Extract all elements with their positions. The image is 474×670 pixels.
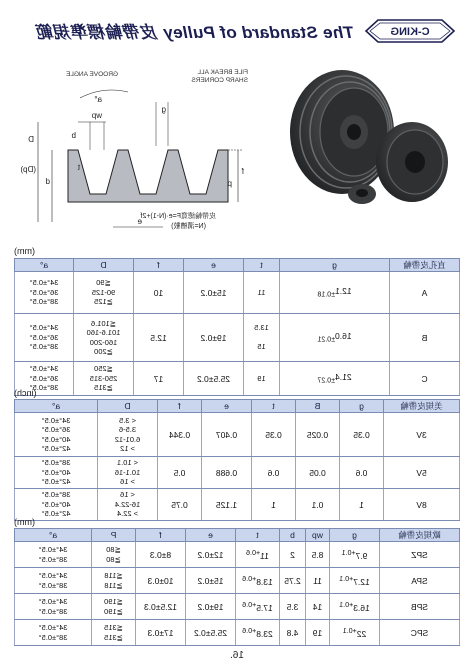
d-cell: < 16 16-22.4 > 22.4 — [98, 489, 158, 521]
col-header: t — [236, 529, 280, 542]
angle-cell: 38°±0.5° 40°±0.5° 42°±0.5° — [15, 489, 98, 521]
col-header: t — [252, 400, 296, 413]
e-cell: 12±0.2 — [186, 542, 236, 568]
d-cell: ≦90 90-125 ≧125 — [74, 272, 134, 314]
g-cell: $9.7^{+0.1}$ — [330, 542, 380, 568]
t-cell: $17.5^{+0.6}$ — [236, 594, 280, 620]
label-b: b — [71, 131, 76, 140]
wp-cell: 19 — [306, 620, 330, 646]
wp-cell: 14 — [306, 594, 330, 620]
label-Dp: (Dp) — [20, 165, 36, 174]
formula-note: (N=溝槽數) — [171, 223, 206, 230]
angle-cell: 34°±0.5° 38°±0.5° — [15, 568, 92, 594]
wp-cell: 11 — [306, 568, 330, 594]
col-header: f — [136, 529, 186, 542]
page-title: The Standard of Pulley 皮帶輪標準規範 — [37, 23, 354, 42]
e-cell: 0.688 — [202, 457, 252, 489]
g-cell: $16.0_{\pm 0.21}$ — [280, 314, 390, 362]
table2-unit: (inch) — [14, 388, 37, 398]
type-cell: C — [390, 362, 460, 396]
g-cell: 0.35 — [340, 413, 384, 457]
col-header: 歐規皮帶輪 — [380, 529, 460, 542]
angle-cell: 34°±0.5° 36°±0.5° 38°±0.5° — [15, 362, 74, 396]
t-cell: $23.8^{+0.6}$ — [236, 620, 280, 646]
d-cell: ≦101.6 101.6-160 160-200 ≧200 — [74, 314, 134, 362]
brand-text: C-KING — [390, 26, 430, 38]
e-cell: 25.5±0.2 — [184, 362, 244, 396]
type-cell: 5V — [384, 457, 460, 489]
type-cell: SPC — [380, 620, 460, 646]
f-cell: 8±0.3 — [136, 542, 186, 568]
angle-cell: 34°±0.5° 38°±0.5° — [15, 620, 92, 646]
table-row — [15, 542, 460, 568]
col-header: e — [202, 400, 252, 413]
t-cell: 19 — [244, 362, 280, 396]
label-d: d — [45, 177, 50, 186]
f-cell: 17±0.3 — [136, 620, 186, 646]
t-cell: 13.5 15 — [244, 314, 280, 362]
table-row — [15, 272, 460, 314]
col-header: a° — [15, 259, 74, 272]
angle-cell: 34°±0.5° 36°±0.5° 38°±0.5° — [15, 314, 74, 362]
f-cell: 0.75 — [158, 489, 202, 521]
g-cell: 0.6 — [340, 457, 384, 489]
col-header: P — [92, 529, 136, 542]
b-cell: 0.025 — [296, 413, 340, 457]
b-cell: 4.8 — [280, 620, 306, 646]
us-standard-pulley-table — [14, 399, 460, 521]
col-header: g — [340, 400, 384, 413]
g-cell: $12.7^{+0.1}$ — [330, 568, 380, 594]
p-cell: ≦315 ≧315 — [92, 620, 136, 646]
b-cell: 2 — [280, 542, 306, 568]
f-cell: 0.344 — [158, 413, 202, 457]
f-cell: 12.5 — [134, 314, 184, 362]
page-header — [12, 16, 462, 50]
label-D: D — [28, 135, 34, 144]
b-cell: 2.75 — [280, 568, 306, 594]
pulley-photo — [284, 62, 462, 212]
e-cell: 19±0.2 — [186, 594, 236, 620]
f-cell: 10 — [134, 272, 184, 314]
f-cell: 12.5±0.3 — [136, 594, 186, 620]
col-header: g — [280, 259, 390, 272]
type-cell: 3V — [384, 413, 460, 457]
col-header: f — [158, 400, 202, 413]
col-header: 直孔皮帶輪 — [390, 259, 460, 272]
f-cell: 0.5 — [158, 457, 202, 489]
col-header: e — [184, 259, 244, 272]
col-header: 美規皮帶輪 — [384, 400, 460, 413]
e-cell: 19±0.2 — [184, 314, 244, 362]
f-cell: 17 — [134, 362, 184, 396]
type-cell: SPA — [380, 568, 460, 594]
type-cell: A — [390, 272, 460, 314]
table-row — [15, 594, 460, 620]
p-cell: ≦118 ≧118 — [92, 568, 136, 594]
table-row — [15, 413, 460, 457]
t-cell: 11 — [244, 272, 280, 314]
e-cell: 25.5±0.2 — [186, 620, 236, 646]
b-cell: 3.5 — [280, 594, 306, 620]
file-break-label: FILE BREAK ALL — [197, 69, 248, 76]
groove-angle-label: GROOVE ANGLE — [65, 71, 118, 78]
label-g: g — [161, 105, 166, 114]
straight-bore-pulley-table — [14, 258, 460, 396]
p-cell: ≦190 ≧190 — [92, 594, 136, 620]
col-header: f — [134, 259, 184, 272]
col-header: D — [98, 400, 158, 413]
col-header: t — [244, 259, 280, 272]
table-row — [15, 489, 460, 521]
p-cell: ≦80 ≧80 — [92, 542, 136, 568]
angle-cell: 34°±0.5° 36°±0.5° 38°±0.5° — [15, 272, 74, 314]
t-cell: 1 — [252, 489, 296, 521]
f-cell: 10±0.3 — [136, 568, 186, 594]
g-cell: $16.3^{+0.1}$ — [330, 594, 380, 620]
d-cell: ≦250 250-315 ≧315 — [74, 362, 134, 396]
table3-unit: (mm) — [14, 517, 35, 527]
table-row — [15, 362, 460, 396]
angle-cell: 34°±0.5° 38°±0.5° — [15, 594, 92, 620]
label-e: e — [137, 217, 142, 226]
page-number: 16. — [230, 650, 244, 661]
g-cell: $21.4_{\pm 0.27}$ — [280, 362, 390, 396]
label-f: f — [241, 167, 244, 176]
table-row — [15, 314, 460, 362]
type-cell: B — [390, 314, 460, 362]
d-cell: < 10.1 10.1-16 > 16 — [98, 457, 158, 489]
b-cell: 0.1 — [296, 489, 340, 521]
label-p: p — [227, 179, 232, 188]
g-cell: 1 — [340, 489, 384, 521]
sharp-corners-label: SHARP CORNERS — [191, 77, 248, 84]
c-king-logo — [364, 18, 456, 44]
angle-cell: 38°±0.5° 40°±0.5° 42°±0.5° — [15, 457, 98, 489]
t-cell: 0.35 — [252, 413, 296, 457]
t-cell: $11^{+0.6}$ — [236, 542, 280, 568]
e-cell: 15±0.2 — [186, 568, 236, 594]
d-cell: < 3.5 3.5-6 6.01-12 > 12 — [98, 413, 158, 457]
g-cell: $22^{+0.1}$ — [330, 620, 380, 646]
g-cell: $12.1_{\pm 0.18}$ — [280, 272, 390, 314]
t-cell: 0.6 — [252, 457, 296, 489]
col-header: wp — [306, 529, 330, 542]
col-header: b — [280, 529, 306, 542]
table-row — [15, 457, 460, 489]
e-cell: 1.125 — [202, 489, 252, 521]
col-header: D — [74, 259, 134, 272]
col-header: g — [330, 529, 380, 542]
e-cell: 0.407 — [202, 413, 252, 457]
col-header: a° — [15, 529, 92, 542]
type-cell: SPZ — [380, 542, 460, 568]
e-cell: 15±0.2 — [184, 272, 244, 314]
col-header: a° — [15, 400, 98, 413]
t-cell: $13.8^{+0.6}$ — [236, 568, 280, 594]
table1-unit: (mm) — [14, 246, 35, 256]
width-formula: 皮帶輪總寬F=e·(N-1)+2f — [140, 213, 216, 220]
label-a: a° — [94, 95, 102, 104]
b-cell: 0.05 — [296, 457, 340, 489]
table-row — [15, 568, 460, 594]
label-t: t — [77, 163, 80, 172]
label-wp: wp — [91, 111, 102, 120]
col-header: B — [296, 400, 340, 413]
european-standard-pulley-table — [14, 528, 460, 646]
table-row — [15, 620, 460, 646]
type-cell: SPB — [380, 594, 460, 620]
angle-cell: 34°±0.5° 38°±0.5° — [15, 542, 92, 568]
angle-cell: 34°±0.5° 36°±0.5° 40°±0.5° 42°±0.5° — [15, 413, 98, 457]
col-header: e — [186, 529, 236, 542]
type-cell: 8V — [384, 489, 460, 521]
wp-cell: 8.5 — [306, 542, 330, 568]
groove-dimension-drawing — [10, 62, 278, 242]
